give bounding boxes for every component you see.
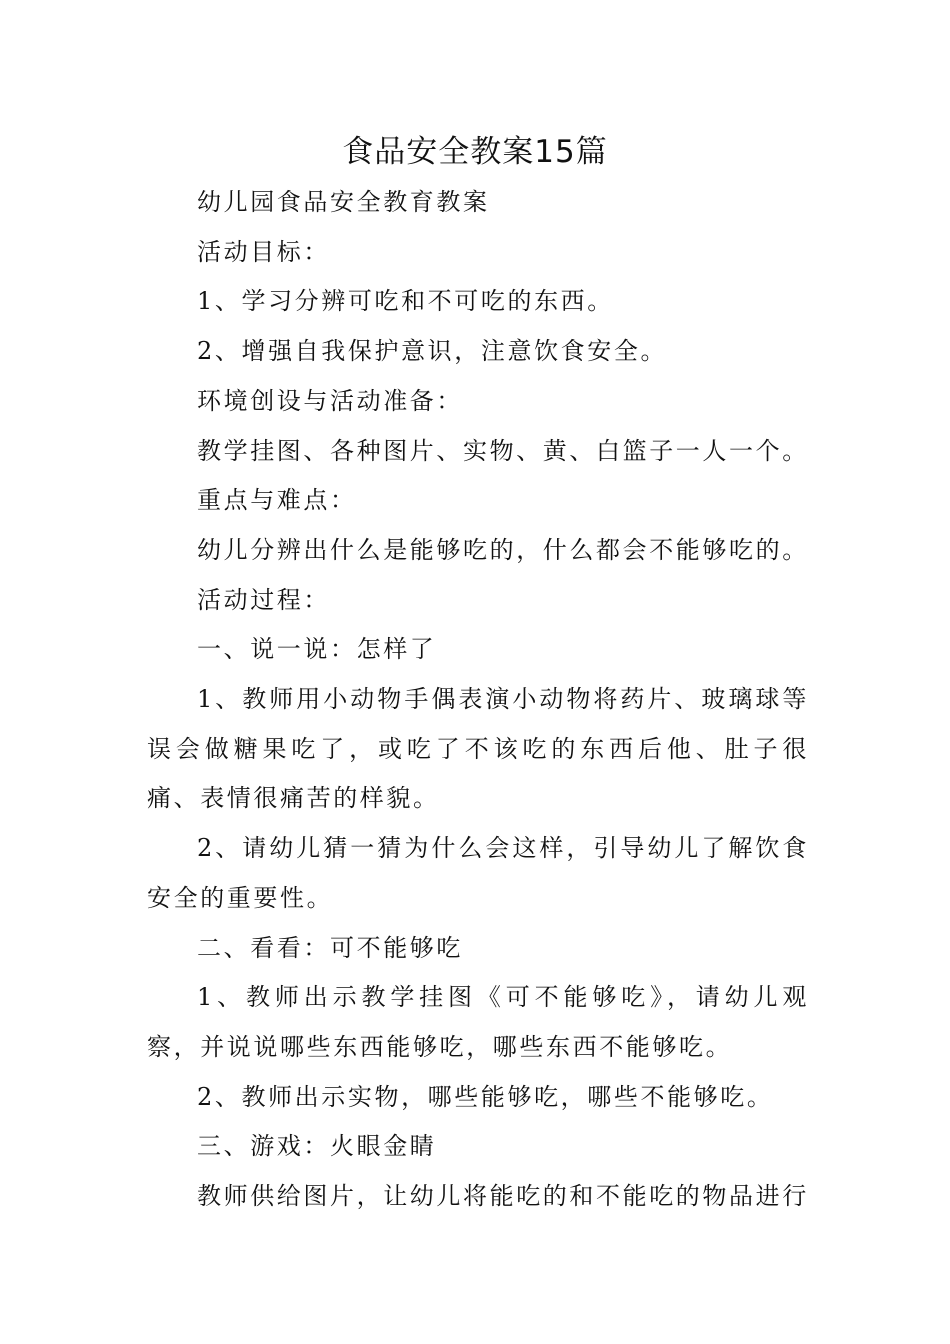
paragraph-step-2-heading: 二、看看：可不能够吃 xyxy=(197,933,463,962)
paragraph-step-1-2: 2、请幼儿猜一猜为什么会这样，引导幼儿了解饮食安全的重要性。 xyxy=(147,834,809,912)
paragraph-key-points: 幼儿分辨出什么是能够吃的，什么都会不能够吃的。 xyxy=(197,535,809,564)
paragraph-subtitle: 幼儿园食品安全教育教案 xyxy=(197,188,490,216)
paragraph-objective-1: 1、学习分辨可吃和不可吃的东西。 xyxy=(197,287,614,316)
paragraph-step-2-2: 2、教师出示实物，哪些能够吃，哪些不能够吃。 xyxy=(197,1082,774,1111)
paragraph-objective-2: 2、增强自我保护意识，注意饮食安全。 xyxy=(197,337,668,366)
paragraph-key-points-heading: 重点与难点： xyxy=(197,486,357,515)
document-body xyxy=(147,178,809,1222)
paragraph-step-3-heading: 三、游戏：火眼金睛 xyxy=(197,1132,437,1161)
paragraph-step-3-body: 教师供给图片，让幼儿将能吃的和不能吃的物品进行 xyxy=(197,1182,809,1211)
paragraph-step-1-1: 1、教师用小动物手偶表演小动物将药片、玻璃球等误会做糖果吃了，或吃了不该吃的东西后他、肚子很痛、表情很痛苦的样貌。 xyxy=(147,685,809,813)
document-title: 食品安全教案15篇 xyxy=(342,134,608,170)
paragraph-step-1-heading: 一、说一说：怎样了 xyxy=(197,635,437,664)
paragraph-preparation: 教学挂图、各种图片、实物、黄、白篮子一人一个。 xyxy=(197,436,809,465)
paragraph-objectives-heading: 活动目标： xyxy=(197,237,330,266)
paragraph-process-heading: 活动过程： xyxy=(197,585,330,614)
paragraph-preparation-heading: 环境创设与活动准备： xyxy=(197,386,463,415)
paragraph-step-2-1: 1、教师出示教学挂图《可不能够吃》，请幼儿观察，并说说哪些东西能够吃，哪些东西不能够吃。 xyxy=(147,983,809,1061)
